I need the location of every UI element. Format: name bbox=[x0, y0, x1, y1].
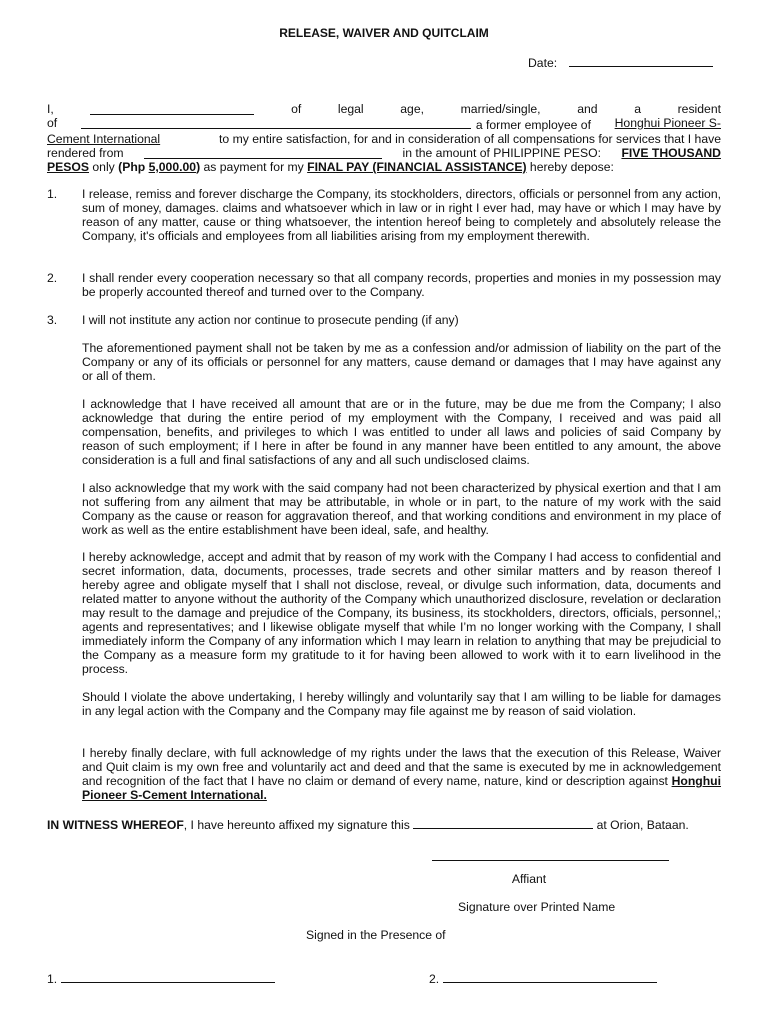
witness-2-blank[interactable] bbox=[443, 970, 657, 983]
intro-line-2: of a former employee of Honghui Pioneer S- bbox=[47, 116, 721, 132]
residence-blank[interactable] bbox=[81, 116, 471, 129]
paragraph: I hereby acknowledge, accept and admit that by reason of my work with the Company I had access to confidential and secret information, data, documents, processes, trade secrets and other similar matters and by reason thereof I hereby agree and obligate myself that I shall not disclose, reveal, or divulge such information, data, documents and related matter to anyone without the authority of the Company which unauthorized disclosure, revelation or declaration may result to the damage and prejudice of the Company, its business, its stockholders, directors, officials, personnel,; agents and representatives; and I likewise obligate myself that while I’m no longer working with the Company, I shall immediately inform the Company of any information which I may learn in relation to anything that may be prejudicial to the Company as a measure form my gratitude to it for having been allowed to work with it to earn livelihood in the process. bbox=[82, 550, 721, 676]
list-item: 3. I will not institute any action nor continue to prosecute pending (if any) bbox=[47, 313, 459, 327]
intro-line-3: Cement International to my entire satisfaction, for and in consideration of all compensations for services that I have bbox=[47, 132, 721, 146]
company-name: Honghui Pioneer S- bbox=[614, 116, 721, 130]
date-label: Date: bbox=[528, 56, 558, 70]
paragraph: I acknowledge that I have received all amount that are or in the future, may be due me from the Company; I also acknowledge that during the entire period of my employment with the Company, I received and was paid all compensation, benefits, and privileges to which I was entitled to under all laws and policies of said Company by reason of such employment; if I here in after be found in any manner have been entitled to any amount, the above consideration is a full and final satisfactions of any and all such undisclosed claims. bbox=[82, 397, 721, 467]
list-item: 2. I shall render every cooperation necessary so that all company records, properties and monies in my possession may be properly accounted thereof and turned over to the Company. bbox=[47, 271, 721, 299]
intro-line-5: PESOS only (Php 5,000.00) as payment for my FINAL PAY (FINANCIAL ASSISTANCE) hereby depose: bbox=[47, 160, 614, 174]
paragraph: I also acknowledge that my work with the said company had not been characterized by physical exertion and that I am not suffering from any ailment that may be attributable, in whole or in part, to the nature of my work with the said Company as the cause or reason for aggravation thereof, and that working conditions and environment in my place of work as well as the entire establishment have been ideal, safe, and healthy. bbox=[82, 481, 721, 537]
final-declaration: I hereby finally declare, with full acknowledge of my rights under the laws that the execution of this Release, Waiver and Quit claim is my own free and voluntarily act and deed and that the same is executed by me in acknowledgement and recognition of the fact that I have no claim or demand of every name, nature, kind or description against Honghui Pioneer S-Cement International. bbox=[82, 746, 721, 802]
document-title: RELEASE, WAIVER AND QUITCLAIM bbox=[279, 26, 489, 40]
intro-paragraph bbox=[47, 102, 721, 174]
signed-presence-label: Signed in the Presence of bbox=[306, 928, 446, 942]
affiant-label: Affiant bbox=[511, 872, 547, 886]
paragraph: The aforementioned payment shall not be taken by me as a confession and/or admission of liability on the part of the Company or any of its officials or personnel for any matters, cause demand or damages that I may have against any or all of them. bbox=[82, 341, 721, 383]
affiant-signature-line[interactable] bbox=[432, 860, 669, 861]
witness-2: 2. bbox=[429, 970, 657, 986]
witness-1: 1. bbox=[47, 970, 275, 986]
intro-line-1: I, of legal age, married/single, and a resident bbox=[47, 102, 721, 116]
paragraph: Should I violate the above undertaking, I hereby willingly and voluntarily say that I am willing to be liable for damages in any legal action with the Company and the Company may file against me by reason of said violation. bbox=[82, 690, 721, 718]
company-name: Honghui Pioneer S-Cement International. bbox=[82, 774, 721, 802]
witness-clause: IN WITNESS WHEREOF, I have hereunto affixed my signature this at Orion, Bataan. bbox=[47, 818, 689, 832]
date-blank[interactable] bbox=[569, 54, 713, 67]
signature-date-blank[interactable] bbox=[413, 816, 593, 829]
date-field bbox=[528, 54, 713, 70]
list-item: 1. I release, remiss and forever discharge the Company, its stockholders, directors, officials or personnel from any action, sum of money, damages. claims and whatsoever which in law or in right I ever had, may have or which I may have by reason of any matter, cause or thing whatsoever, the intention hereof being to completely and absolutely release the Company, it's officials and employees from all liabilities arising from my employment therewith. bbox=[47, 187, 721, 243]
period-blank[interactable] bbox=[144, 146, 382, 159]
name-blank[interactable] bbox=[90, 102, 254, 115]
intro-line-4: rendered from in the amount of PHILIPPINE PESO: FIVE THOUSAND bbox=[47, 146, 721, 160]
witness-1-blank[interactable] bbox=[61, 970, 275, 983]
signature-printed-label: Signature over Printed Name bbox=[458, 900, 616, 914]
